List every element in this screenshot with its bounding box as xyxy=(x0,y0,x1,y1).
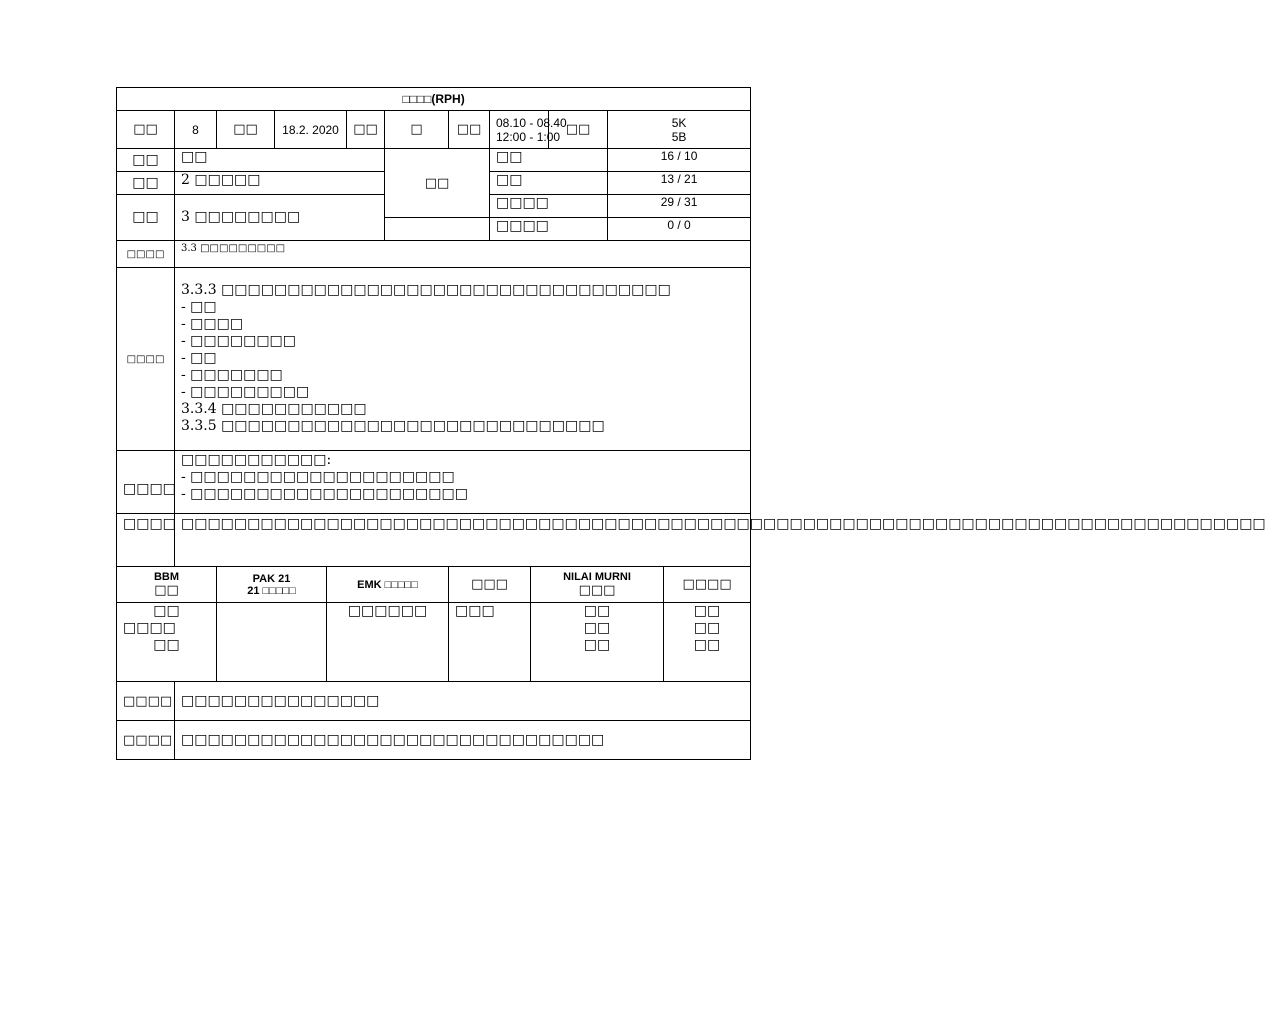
col6-content xyxy=(664,603,751,682)
objective-line: - □□□□□□□□□□□□□□□□□□□□□ xyxy=(181,486,468,502)
learning-standard-line: 3.3.5 □□□□□□□□□□□□□□□□□□□□□□□□□□□□□ xyxy=(181,418,605,434)
theme-value: 2 □□□□□ xyxy=(175,172,385,195)
content-standard-value: 3.3 □□□□□□□□□ xyxy=(175,241,751,268)
nilai-item: □□ xyxy=(583,620,611,636)
col4-content xyxy=(449,603,531,682)
bbm-item: □□□□ xyxy=(123,620,176,636)
col4-item: □□□ xyxy=(455,603,495,619)
day-label: □□ xyxy=(347,111,385,149)
lesson-plan-table xyxy=(116,87,1266,760)
nilai-header-bottom: □□□ xyxy=(578,583,616,598)
topic-value: 3 □□□□□□□□ xyxy=(175,195,385,241)
attendance-row-3-label: □□□□ xyxy=(490,195,608,218)
week-label: □□ xyxy=(117,111,175,149)
learning-standard-line: - □□□□ xyxy=(181,316,244,332)
emk-item: □□□□□□ xyxy=(347,603,428,619)
objective-line: - □□□□□□□□□□□□□□□□□□□□ xyxy=(181,469,455,485)
learning-standard-line: 3.3.3 □□□□□□□□□□□□□□□□□□□□□□□□□□□□□□□□□□ xyxy=(181,282,671,298)
objective-line: □□□□□□□□□□□: xyxy=(181,452,332,468)
learning-standard-line: - □□□□□□□□□ xyxy=(181,384,310,400)
class-value-2: 5B xyxy=(671,129,687,144)
learning-standard-line: - □□□□□□□ xyxy=(181,367,283,383)
bbm-item: □□ xyxy=(153,637,180,653)
nilai-header-top: NILAI MURNI xyxy=(563,571,631,583)
col6-item: □□ xyxy=(693,637,721,653)
attendance-row-3-value: 29 / 31 xyxy=(608,195,751,218)
attendance-row-4-value: 0 / 0 xyxy=(608,218,751,241)
attendance-row-4-label: □□□□ xyxy=(490,218,608,241)
content-standard-label: □□□□ xyxy=(117,241,175,268)
nilai-item: □□ xyxy=(583,603,611,619)
subject-label: □□ xyxy=(117,149,175,172)
bbm-item: □□ xyxy=(153,603,180,619)
objectives-label: □□□□ xyxy=(117,451,175,514)
learning-standard-line: 3.3.4 □□□□□□□□□□□ xyxy=(181,401,367,417)
emk-content xyxy=(327,603,449,682)
week-value: 8 xyxy=(175,111,217,149)
class-label: □□ xyxy=(549,111,608,149)
time-value-2: 12:00 - 1:00 xyxy=(496,129,561,144)
reflection-value: □□□□□□□□□□□□□□□□□□□□□□□□□□□□□□□□ xyxy=(175,721,751,760)
nilai-item: □□ xyxy=(583,637,611,653)
page-title: □□□□(RPH) xyxy=(117,88,751,111)
attendance-row-1-label: □□ xyxy=(490,149,608,172)
pak21-header-bottom: 21 □□□□□ xyxy=(247,584,296,597)
time-value-1: 08.10 - 08.40 xyxy=(496,115,567,130)
class-value xyxy=(608,111,751,149)
subject-value: □□ xyxy=(175,149,385,172)
class-value-1: 5K xyxy=(671,115,687,130)
attendance-row-2-label: □□ xyxy=(490,172,608,195)
learning-standard-line: - □□ xyxy=(181,350,217,366)
bbm-header xyxy=(117,567,217,603)
bbm-content xyxy=(117,603,217,682)
pak21-content xyxy=(217,603,327,682)
pak21-header xyxy=(217,567,327,603)
attendance-row-1-value: 16 / 10 xyxy=(608,149,751,172)
col6-item: □□ xyxy=(693,603,721,619)
nilai-header xyxy=(531,567,664,603)
assessment-label: □□□□ xyxy=(117,682,175,721)
col6-item: □□ xyxy=(693,620,721,636)
learning-standard-label: □□□□ xyxy=(117,268,175,451)
bbm-header-top: BBM xyxy=(153,571,180,583)
attendance-row-2-value: 13 / 21 xyxy=(608,172,751,195)
date-label: □□ xyxy=(217,111,275,149)
activities-text xyxy=(175,514,1266,567)
activities-label: □□□□ xyxy=(117,514,175,567)
objectives-list xyxy=(175,451,751,514)
theme-label: □□ xyxy=(117,172,175,195)
col4-header: □□□ xyxy=(449,567,531,603)
attendance-label-spacer xyxy=(385,218,490,241)
learning-standard-list xyxy=(175,268,751,451)
nilai-content xyxy=(531,603,664,682)
day-value: □ xyxy=(385,111,449,149)
emk-header: EMK □□□□□ xyxy=(327,567,449,603)
learning-standard-line: - □□ xyxy=(181,299,217,315)
reflection-label: □□□□ xyxy=(117,721,175,760)
time-value xyxy=(490,111,567,149)
activities-paragraph: □□□□□□□□□□□□□□□□□□□□□□□□□□□□□□□□□□□□□□□□□□□□□□□□□□□□□□□□□□□□□□□□□□□□□□□□□□□□□□□□□□ xyxy=(181,516,1266,532)
topic-label: □□ xyxy=(117,195,175,241)
col6-header: □□□□ xyxy=(664,567,751,603)
date-value: 18.2. 2020 xyxy=(275,111,347,149)
bbm-header-bottom: □□ xyxy=(154,583,179,598)
learning-standard-line: - □□□□□□□□ xyxy=(181,333,297,349)
time-label: □□ xyxy=(449,111,490,149)
attendance-label: □□ xyxy=(385,149,490,218)
pak21-header-top: PAK 21 xyxy=(252,572,291,585)
assessment-value: □□□□□□□□□□□□□□□ xyxy=(175,682,751,721)
